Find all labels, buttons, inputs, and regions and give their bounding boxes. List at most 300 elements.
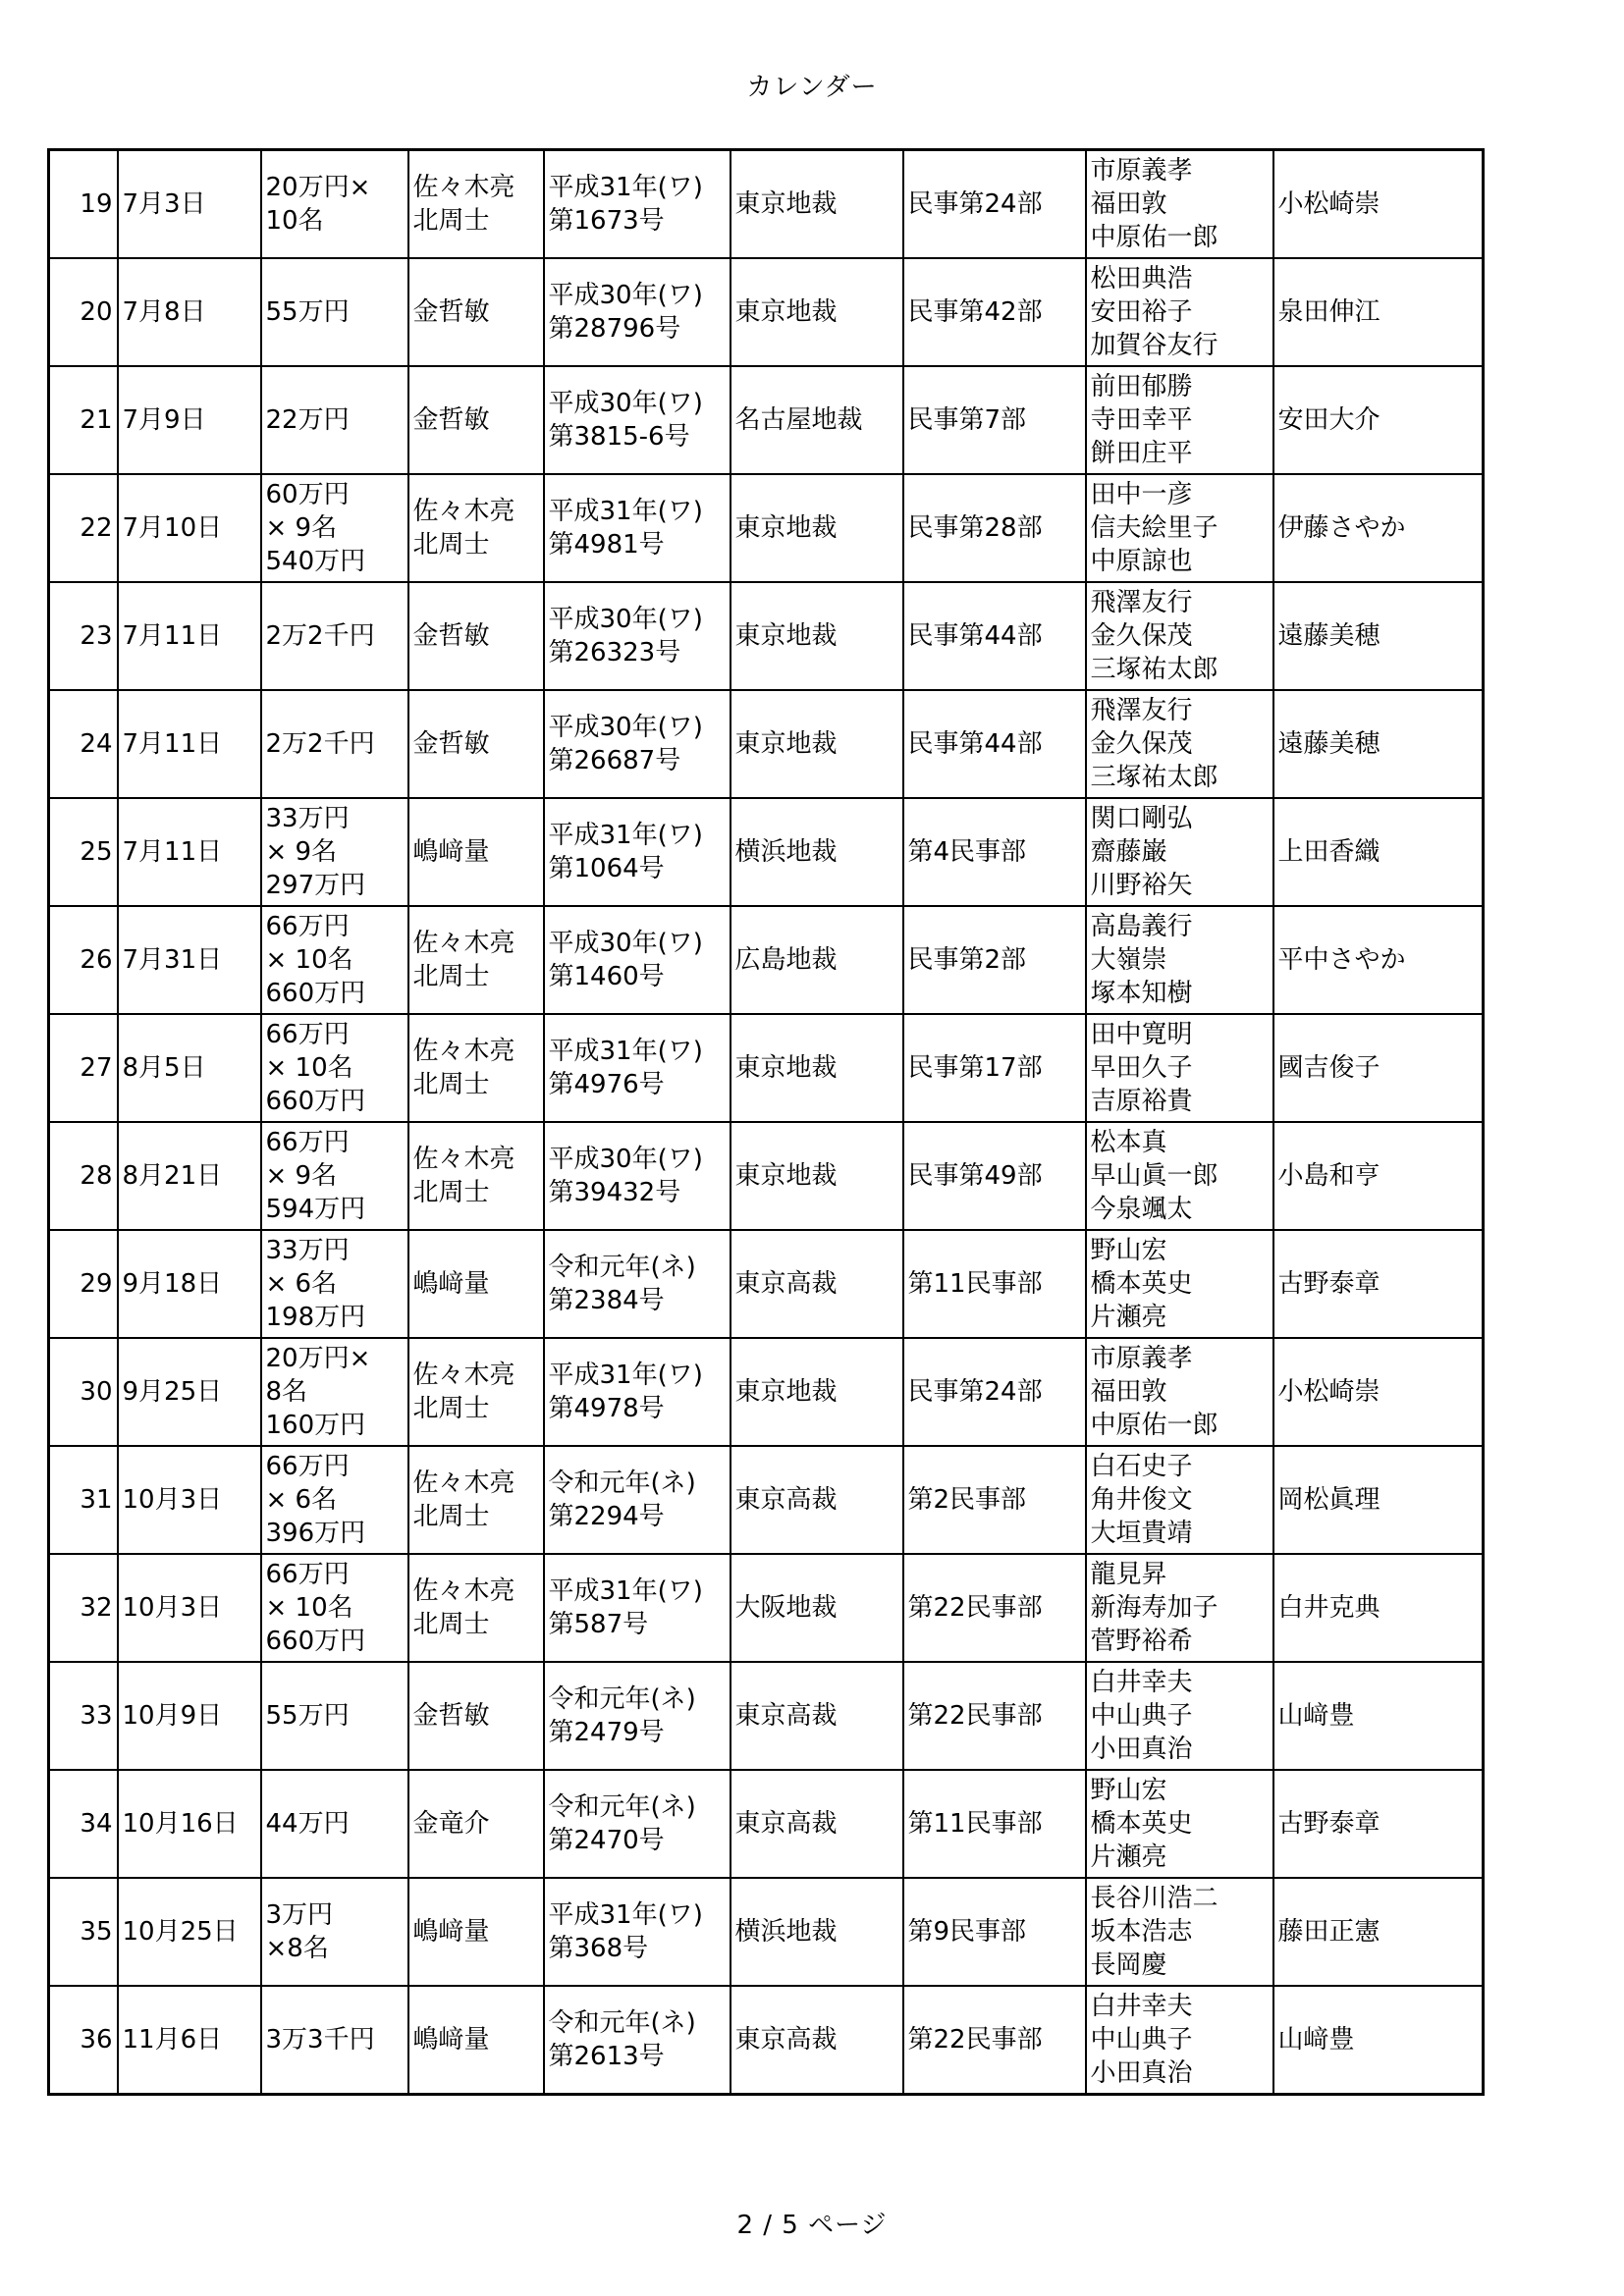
court-cell: 東京地裁 xyxy=(731,582,903,690)
court-cell: 東京高裁 xyxy=(731,1230,903,1338)
division-cell: 第22民事部 xyxy=(903,1986,1086,2095)
counsel-cell-line: 佐々木亮 xyxy=(412,929,515,958)
counsel-cell-line: 金竜介 xyxy=(412,1809,490,1839)
division-cell: 民事第49部 xyxy=(903,1122,1086,1230)
case-number-cell xyxy=(544,1986,731,2095)
case-number-cell-line: 第2384号 xyxy=(548,1286,665,1315)
division-cell: 民事第24部 xyxy=(903,1338,1086,1446)
judges-cell-line: 片瀬亮 xyxy=(1090,1842,1167,1872)
amount-cell-line: × 9名 xyxy=(265,513,338,543)
counsel-cell xyxy=(408,1014,544,1122)
judges-cell-line: 中山典子 xyxy=(1090,1701,1193,1731)
row-number: 19 xyxy=(49,150,118,259)
judges-cell-line: 田中寛明 xyxy=(1090,1020,1193,1049)
counsel-cell-line: 北周士 xyxy=(412,206,490,236)
counsel-cell-line: 北周士 xyxy=(412,1610,490,1639)
court-cell: 東京地裁 xyxy=(731,150,903,259)
case-number-cell-line: 平成30年(ワ) xyxy=(548,281,703,310)
date-cell: 11月6日 xyxy=(118,1986,261,2095)
counsel-cell-line: 佐々木亮 xyxy=(412,1576,515,1606)
row-number: 30 xyxy=(49,1338,118,1446)
judges-cell-line: 白石史子 xyxy=(1090,1452,1193,1481)
counsel-cell xyxy=(408,366,544,474)
date-cell: 7月9日 xyxy=(118,366,261,474)
amount-cell-line: 66万円 xyxy=(265,1020,350,1049)
amount-cell xyxy=(261,258,408,366)
amount-cell xyxy=(261,474,408,582)
case-number-cell-line: 第2294号 xyxy=(548,1502,665,1531)
counsel-cell xyxy=(408,258,544,366)
date-cell: 8月5日 xyxy=(118,1014,261,1122)
judges-cell-line: 野山宏 xyxy=(1090,1236,1167,1265)
counsel-cell xyxy=(408,582,544,690)
counsel-cell xyxy=(408,1878,544,1986)
court-cell: 東京地裁 xyxy=(731,1014,903,1122)
judges-cell-line: 市原義孝 xyxy=(1090,156,1193,186)
case-number-cell-line: 第587号 xyxy=(548,1610,649,1639)
case-table xyxy=(47,148,1485,2096)
amount-cell-line: 33万円 xyxy=(265,804,350,833)
judges-cell xyxy=(1086,1662,1273,1770)
judges-cell-line: 早山眞一郎 xyxy=(1090,1161,1218,1191)
judges-cell xyxy=(1086,582,1273,690)
person-cell: 山﨑豊 xyxy=(1273,1986,1484,2095)
judges-cell-line: 安田裕子 xyxy=(1090,297,1193,327)
division-cell: 第11民事部 xyxy=(903,1770,1086,1878)
date-cell: 10月3日 xyxy=(118,1554,261,1662)
row-number: 35 xyxy=(49,1878,118,1986)
person-cell: 平中さやか xyxy=(1273,906,1484,1014)
judges-cell-line: 長谷川浩二 xyxy=(1090,1884,1218,1913)
amount-cell-line: 660万円 xyxy=(265,1087,366,1116)
case-number-cell-line: 第4978号 xyxy=(548,1394,665,1423)
amount-cell-line: × 9名 xyxy=(265,1161,338,1191)
judges-cell-line: 福田敦 xyxy=(1090,1377,1167,1407)
judges-cell xyxy=(1086,1014,1273,1122)
case-number-cell-line: 令和元年(ネ) xyxy=(548,1684,696,1714)
judges-cell xyxy=(1086,258,1273,366)
amount-cell xyxy=(261,1446,408,1554)
case-number-cell-line: 平成31年(ワ) xyxy=(548,1037,703,1066)
table-row xyxy=(49,1878,1484,1986)
date-cell: 10月25日 xyxy=(118,1878,261,1986)
judges-cell-line: 市原義孝 xyxy=(1090,1344,1193,1373)
case-number-cell-line: 第368号 xyxy=(548,1934,649,1963)
person-cell: 泉田伸江 xyxy=(1273,258,1484,366)
amount-cell-line: 44万円 xyxy=(265,1809,350,1839)
judges-cell-line: 橋本英史 xyxy=(1090,1269,1193,1299)
amount-cell xyxy=(261,1122,408,1230)
case-number-cell-line: 第26323号 xyxy=(548,638,681,667)
row-number: 27 xyxy=(49,1014,118,1122)
case-number-cell-line: 平成31年(ワ) xyxy=(548,1576,703,1606)
judges-cell xyxy=(1086,1878,1273,1986)
date-cell: 10月16日 xyxy=(118,1770,261,1878)
counsel-cell-line: 金哲敏 xyxy=(412,405,490,435)
row-number: 32 xyxy=(49,1554,118,1662)
amount-cell-line: 10名 xyxy=(265,206,324,236)
table-row xyxy=(49,1338,1484,1446)
division-cell: 民事第28部 xyxy=(903,474,1086,582)
case-number-cell-line: 第2479号 xyxy=(548,1718,665,1747)
amount-cell-line: 66万円 xyxy=(265,1560,350,1589)
counsel-cell xyxy=(408,1770,544,1878)
judges-cell-line: 田中一彦 xyxy=(1090,480,1193,509)
judges-cell-line: 関口剛弘 xyxy=(1090,804,1193,833)
counsel-cell-line: 佐々木亮 xyxy=(412,173,515,202)
judges-cell-line: 大嶺崇 xyxy=(1090,945,1167,975)
table-row xyxy=(49,582,1484,690)
case-number-cell xyxy=(544,474,731,582)
counsel-cell xyxy=(408,1122,544,1230)
case-number-cell-line: 平成30年(ワ) xyxy=(548,1145,703,1174)
amount-cell xyxy=(261,1230,408,1338)
case-number-cell-line: 第3815-6号 xyxy=(548,422,690,452)
judges-cell-line: 早田久子 xyxy=(1090,1053,1193,1083)
date-cell: 8月21日 xyxy=(118,1122,261,1230)
judges-cell-line: 龍見昇 xyxy=(1090,1560,1167,1589)
case-number-cell xyxy=(544,690,731,798)
amount-cell-line: 3万円 xyxy=(265,1900,334,1930)
case-number-cell xyxy=(544,1662,731,1770)
case-number-cell-line: 第1673号 xyxy=(548,206,665,236)
division-cell: 第22民事部 xyxy=(903,1554,1086,1662)
case-number-cell-line: 第28796号 xyxy=(548,314,681,344)
case-table-body xyxy=(49,150,1484,2095)
case-number-cell-line: 第4981号 xyxy=(548,530,665,560)
case-number-cell xyxy=(544,582,731,690)
division-cell: 第2民事部 xyxy=(903,1446,1086,1554)
person-cell: 岡松眞理 xyxy=(1273,1446,1484,1554)
amount-cell-line: ×8名 xyxy=(265,1934,329,1963)
counsel-cell-line: 佐々木亮 xyxy=(412,1145,515,1174)
judges-cell-line: 飛澤友行 xyxy=(1090,696,1193,725)
amount-cell xyxy=(261,906,408,1014)
judges-cell xyxy=(1086,798,1273,906)
table-row xyxy=(49,150,1484,259)
judges-cell-line: 坂本浩志 xyxy=(1090,1917,1193,1947)
counsel-cell-line: 北周士 xyxy=(412,530,490,560)
amount-cell-line: 396万円 xyxy=(265,1519,366,1548)
case-number-cell-line: 令和元年(ネ) xyxy=(548,1468,696,1498)
judges-cell-line: 長岡慶 xyxy=(1090,1950,1167,1980)
counsel-cell-line: 嶋﨑量 xyxy=(412,2025,490,2055)
division-cell: 民事第42部 xyxy=(903,258,1086,366)
judges-cell-line: 三塚祐太郎 xyxy=(1090,655,1218,684)
judges-cell xyxy=(1086,1986,1273,2095)
amount-cell xyxy=(261,366,408,474)
amount-cell-line: × 9名 xyxy=(265,837,338,867)
judges-cell-line: 金久保茂 xyxy=(1090,729,1193,759)
amount-cell-line: 55万円 xyxy=(265,1701,350,1731)
judges-cell-line: 野山宏 xyxy=(1090,1776,1167,1805)
table-row xyxy=(49,1230,1484,1338)
court-cell: 広島地裁 xyxy=(731,906,903,1014)
person-cell: 古野泰章 xyxy=(1273,1230,1484,1338)
amount-cell-line: × 10名 xyxy=(265,1053,353,1083)
case-number-cell-line: 平成31年(ワ) xyxy=(548,1900,703,1930)
division-cell: 民事第24部 xyxy=(903,150,1086,259)
case-number-cell xyxy=(544,150,731,259)
judges-cell xyxy=(1086,1230,1273,1338)
amount-cell-line: 540万円 xyxy=(265,547,366,576)
case-number-cell-line: 第39432号 xyxy=(548,1178,681,1207)
judges-cell-line: 新海寿加子 xyxy=(1090,1593,1218,1623)
row-number: 20 xyxy=(49,258,118,366)
judges-cell-line: 吉原裕貴 xyxy=(1090,1087,1193,1116)
division-cell: 民事第2部 xyxy=(903,906,1086,1014)
judges-cell xyxy=(1086,1122,1273,1230)
court-cell: 東京地裁 xyxy=(731,474,903,582)
case-number-cell xyxy=(544,1446,731,1554)
date-cell: 7月11日 xyxy=(118,582,261,690)
person-cell: 上田香織 xyxy=(1273,798,1484,906)
row-number: 34 xyxy=(49,1770,118,1878)
case-number-cell xyxy=(544,798,731,906)
person-cell: 遠藤美穂 xyxy=(1273,582,1484,690)
counsel-cell-line: 嶋﨑量 xyxy=(412,1269,490,1299)
amount-cell-line: × 6名 xyxy=(265,1485,338,1515)
amount-cell-line: 2万2千円 xyxy=(265,621,375,651)
counsel-cell xyxy=(408,1662,544,1770)
case-number-cell-line: 平成30年(ワ) xyxy=(548,713,703,742)
division-cell: 第4民事部 xyxy=(903,798,1086,906)
counsel-cell xyxy=(408,474,544,582)
row-number: 22 xyxy=(49,474,118,582)
judges-cell-line: 高島義行 xyxy=(1090,912,1193,941)
amount-cell-line: 2万2千円 xyxy=(265,729,375,759)
amount-cell-line: 33万円 xyxy=(265,1236,350,1265)
judges-cell xyxy=(1086,1770,1273,1878)
case-number-cell xyxy=(544,366,731,474)
amount-cell-line: × 10名 xyxy=(265,1593,353,1623)
row-number: 33 xyxy=(49,1662,118,1770)
judges-cell-line: 松本真 xyxy=(1090,1128,1167,1157)
court-cell: 東京地裁 xyxy=(731,258,903,366)
amount-cell-line: 297万円 xyxy=(265,871,366,900)
amount-cell-line: 594万円 xyxy=(265,1195,366,1224)
person-cell: 遠藤美穂 xyxy=(1273,690,1484,798)
judges-cell-line: 角井俊文 xyxy=(1090,1485,1193,1515)
table-row xyxy=(49,1014,1484,1122)
amount-cell-line: 160万円 xyxy=(265,1411,366,1440)
division-cell: 第22民事部 xyxy=(903,1662,1086,1770)
judges-cell-line: 三塚祐太郎 xyxy=(1090,763,1218,792)
case-number-cell-line: 平成31年(ワ) xyxy=(548,173,703,202)
judges-cell xyxy=(1086,690,1273,798)
amount-cell-line: 22万円 xyxy=(265,405,350,435)
table-row xyxy=(49,1446,1484,1554)
judges-cell-line: 今泉颯太 xyxy=(1090,1195,1193,1224)
counsel-cell-line: 金哲敏 xyxy=(412,621,490,651)
court-cell: 東京高裁 xyxy=(731,1446,903,1554)
judges-cell-line: 松田典浩 xyxy=(1090,264,1193,294)
person-cell: 國吉俊子 xyxy=(1273,1014,1484,1122)
page-header-title: カレンダー xyxy=(746,73,878,102)
amount-cell-line: 66万円 xyxy=(265,1128,350,1157)
case-number-cell xyxy=(544,258,731,366)
judges-cell-line: 寺田幸平 xyxy=(1090,405,1193,435)
counsel-cell-line: 佐々木亮 xyxy=(412,1361,515,1390)
judges-cell-line: 中原諒也 xyxy=(1090,547,1193,576)
case-number-cell-line: 平成31年(ワ) xyxy=(548,1361,703,1390)
date-cell: 7月10日 xyxy=(118,474,261,582)
division-cell: 民事第17部 xyxy=(903,1014,1086,1122)
person-cell: 古野泰章 xyxy=(1273,1770,1484,1878)
table-row xyxy=(49,1986,1484,2095)
court-cell: 東京高裁 xyxy=(731,1662,903,1770)
amount-cell-line: 60万円 xyxy=(265,480,350,509)
division-cell: 民事第44部 xyxy=(903,690,1086,798)
amount-cell-line: 198万円 xyxy=(265,1303,366,1332)
amount-cell xyxy=(261,1554,408,1662)
counsel-cell xyxy=(408,1986,544,2095)
amount-cell xyxy=(261,798,408,906)
court-cell: 東京地裁 xyxy=(731,690,903,798)
judges-cell-line: 飛澤友行 xyxy=(1090,588,1193,617)
judges-cell-line: 加賀谷友行 xyxy=(1090,331,1218,360)
case-number-cell-line: 第1064号 xyxy=(548,854,665,883)
case-number-cell xyxy=(544,906,731,1014)
counsel-cell xyxy=(408,906,544,1014)
division-cell: 民事第44部 xyxy=(903,582,1086,690)
case-number-cell-line: 令和元年(ネ) xyxy=(548,1792,696,1822)
judges-cell-line: 中原佑一郎 xyxy=(1090,223,1218,252)
judges-cell-line: 菅野裕希 xyxy=(1090,1627,1193,1656)
amount-cell-line: 66万円 xyxy=(265,912,350,941)
judges-cell-line: 橋本英史 xyxy=(1090,1809,1193,1839)
date-cell: 7月3日 xyxy=(118,150,261,259)
judges-cell xyxy=(1086,1338,1273,1446)
court-cell: 名古屋地裁 xyxy=(731,366,903,474)
judges-cell-line: 福田敦 xyxy=(1090,189,1167,219)
court-cell: 東京地裁 xyxy=(731,1122,903,1230)
judges-cell xyxy=(1086,1554,1273,1662)
table-row xyxy=(49,798,1484,906)
row-number: 21 xyxy=(49,366,118,474)
amount-cell xyxy=(261,690,408,798)
judges-cell-line: 信夫絵里子 xyxy=(1090,513,1218,543)
case-number-cell-line: 第1460号 xyxy=(548,962,665,991)
judges-cell-line: 前田郁勝 xyxy=(1090,372,1193,401)
row-number: 24 xyxy=(49,690,118,798)
court-cell: 大阪地裁 xyxy=(731,1554,903,1662)
counsel-cell xyxy=(408,690,544,798)
row-number: 26 xyxy=(49,906,118,1014)
table-row xyxy=(49,1662,1484,1770)
row-number: 25 xyxy=(49,798,118,906)
division-cell: 第9民事部 xyxy=(903,1878,1086,1986)
amount-cell-line: × 6名 xyxy=(265,1269,338,1299)
amount-cell-line: 660万円 xyxy=(265,1627,366,1656)
court-cell: 東京高裁 xyxy=(731,1770,903,1878)
amount-cell xyxy=(261,1662,408,1770)
case-number-cell-line: 平成30年(ワ) xyxy=(548,929,703,958)
counsel-cell-line: 佐々木亮 xyxy=(412,1468,515,1498)
division-cell: 民事第7部 xyxy=(903,366,1086,474)
date-cell: 10月9日 xyxy=(118,1662,261,1770)
counsel-cell-line: 北周士 xyxy=(412,1502,490,1531)
row-number: 31 xyxy=(49,1446,118,1554)
person-cell: 小島和亨 xyxy=(1273,1122,1484,1230)
counsel-cell xyxy=(408,1338,544,1446)
amount-cell xyxy=(261,1014,408,1122)
amount-cell-line: 55万円 xyxy=(265,297,350,327)
counsel-cell-line: 北周士 xyxy=(412,1070,490,1099)
person-cell: 小松崎崇 xyxy=(1273,150,1484,259)
judges-cell xyxy=(1086,474,1273,582)
judges-cell-line: 大垣貴靖 xyxy=(1090,1519,1193,1548)
table-row xyxy=(49,690,1484,798)
judges-cell-line: 塚本知樹 xyxy=(1090,979,1193,1008)
judges-cell-line: 小田真治 xyxy=(1090,2058,1193,2088)
counsel-cell-line: 佐々木亮 xyxy=(412,1037,515,1066)
case-number-cell-line: 平成31年(ワ) xyxy=(548,821,703,850)
page-footer-number: 2 / 5 ページ xyxy=(736,2211,888,2240)
counsel-cell-line: 金哲敏 xyxy=(412,1701,490,1731)
case-number-cell xyxy=(544,1122,731,1230)
case-number-cell-line: 第2470号 xyxy=(548,1826,665,1855)
date-cell: 9月25日 xyxy=(118,1338,261,1446)
counsel-cell xyxy=(408,150,544,259)
date-cell: 7月11日 xyxy=(118,690,261,798)
case-number-cell-line: 平成30年(ワ) xyxy=(548,389,703,418)
person-cell: 伊藤さやか xyxy=(1273,474,1484,582)
case-number-cell-line: 令和元年(ネ) xyxy=(548,2008,696,2038)
table-row xyxy=(49,366,1484,474)
person-cell: 白井克典 xyxy=(1273,1554,1484,1662)
counsel-cell-line: 佐々木亮 xyxy=(412,497,515,526)
row-number: 28 xyxy=(49,1122,118,1230)
amount-cell xyxy=(261,150,408,259)
amount-cell-line: 3万3千円 xyxy=(265,2025,375,2055)
case-number-cell-line: 令和元年(ネ) xyxy=(548,1253,696,1282)
judges-cell-line: 金久保茂 xyxy=(1090,621,1193,651)
date-cell: 7月31日 xyxy=(118,906,261,1014)
amount-cell-line: × 10名 xyxy=(265,945,353,975)
counsel-cell-line: 金哲敏 xyxy=(412,297,490,327)
amount-cell-line: 20万円× xyxy=(265,1344,371,1373)
person-cell: 山﨑豊 xyxy=(1273,1662,1484,1770)
counsel-cell-line: 金哲敏 xyxy=(412,729,490,759)
row-number: 23 xyxy=(49,582,118,690)
row-number: 36 xyxy=(49,1986,118,2095)
case-number-cell-line: 平成30年(ワ) xyxy=(548,605,703,634)
counsel-cell-line: 嶋﨑量 xyxy=(412,1917,490,1947)
date-cell: 7月8日 xyxy=(118,258,261,366)
judges-cell-line: 白井幸夫 xyxy=(1090,1668,1193,1697)
table-row xyxy=(49,906,1484,1014)
case-number-cell xyxy=(544,1014,731,1122)
judges-cell-line: 川野裕矢 xyxy=(1090,871,1193,900)
table-row xyxy=(49,258,1484,366)
court-cell: 横浜地裁 xyxy=(731,1878,903,1986)
judges-cell-line: 中原佑一郎 xyxy=(1090,1411,1218,1440)
judges-cell xyxy=(1086,1446,1273,1554)
amount-cell xyxy=(261,1986,408,2095)
date-cell: 9月18日 xyxy=(118,1230,261,1338)
amount-cell xyxy=(261,1878,408,1986)
table-row xyxy=(49,1554,1484,1662)
amount-cell xyxy=(261,582,408,690)
date-cell: 7月11日 xyxy=(118,798,261,906)
judges-cell-line: 中山典子 xyxy=(1090,2025,1193,2055)
amount-cell-line: 20万円× xyxy=(265,173,371,202)
counsel-cell-line: 嶋﨑量 xyxy=(412,837,490,867)
counsel-cell-line: 北周士 xyxy=(412,1394,490,1423)
table-row xyxy=(49,1770,1484,1878)
amount-cell-line: 660万円 xyxy=(265,979,366,1008)
